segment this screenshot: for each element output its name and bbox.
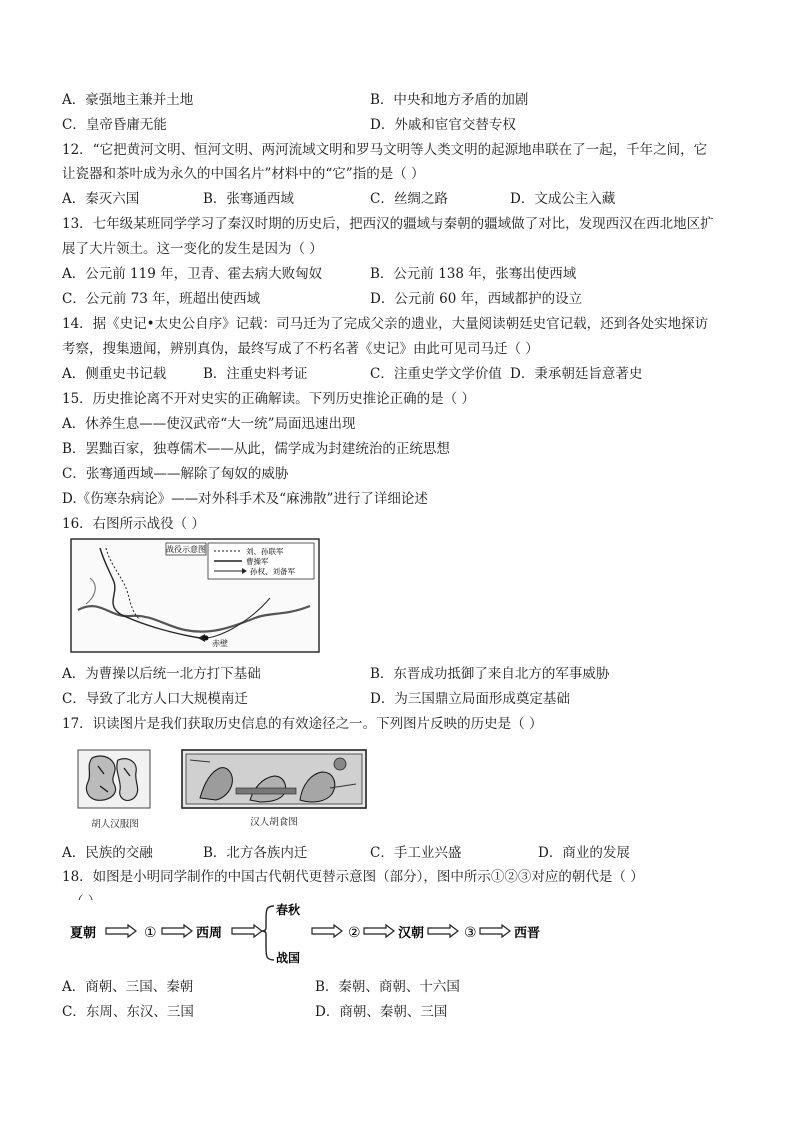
node-han: 汉朝 [398, 926, 425, 941]
q11-option-b: B．中央和地方矛盾的加剧 [370, 92, 529, 108]
node-1: ① [144, 925, 157, 941]
dynasty-flow-diagram [66, 900, 556, 966]
q16-option-d: D．为三国鼎立局面形成奠定基础 [370, 691, 570, 707]
q17-option-a: A．民族的交融 [62, 845, 153, 861]
q13-stem-line1: 13．七年级某班同学学习了秦汉时期的历史后，把西汉的疆域与秦朝的疆域做了对比，发现西汉在西北地区扩 [62, 216, 714, 232]
q12-stem-line2: 让瓷器和茶叶成为永久的中国名片”材料中的“它”指的是（ ） [62, 166, 425, 182]
q17-option-d: D．商业的发展 [538, 845, 630, 861]
caption-hu-in-han-clothing: 胡人汉服图 [91, 819, 139, 830]
q15-option-b: B．罢黜百家，独尊儒术——从此，儒学成为封建统治的正统思想 [62, 441, 450, 457]
q13-option-a: A．公元前 119 年，卫青、霍去病大败匈奴 [62, 266, 323, 282]
q12-option-d: D．文成公主入藏 [510, 191, 616, 207]
node-xia: 夏朝 [70, 926, 97, 941]
node-xizhou: 西周 [196, 926, 223, 941]
q18-option-c: C．东周、东汉、三国 [62, 1004, 194, 1020]
q11-option-d: D．外戚和宦官交替专权 [370, 117, 516, 133]
q17-option-c: C．手工业兴盛 [370, 845, 462, 861]
figure-drawing-1 [70, 746, 160, 812]
dynasty-flow-svg [66, 900, 556, 966]
q11-option-c: C．皇帝昏庸无能 [62, 117, 167, 133]
battle-map-svg [70, 538, 320, 653]
q18-option-b: B．秦朝、商朝、十六国 [315, 979, 460, 995]
node-chunqiu: 春秋 [276, 903, 301, 917]
legend-item-3: 孙权、刘备军 [250, 567, 295, 576]
q15-stem: 15．历史推论离不开对史实的正确解读。下列历史推论正确的是（ ） [62, 391, 475, 407]
q13-option-c: C．公元前 73 年，班超出使西域 [62, 291, 261, 307]
q14-option-c: C．注重史学文学价值 [370, 366, 502, 382]
q14-option-b: B．注重史料考证 [203, 366, 308, 382]
legend-item-1: 刘、孙联军 [246, 547, 284, 556]
q12-option-c: C．丝绸之路 [370, 191, 448, 207]
branch-brace [262, 906, 274, 960]
q14-option-a: A．侧重史书记载 [62, 366, 167, 382]
node-3: ③ [464, 925, 477, 941]
q13-option-b: B．公元前 138 年，张骞出使西域 [370, 266, 577, 282]
q16-stem: 16．右图所示战役（ ） [62, 516, 205, 532]
q18-option-a: A．商朝、三国、秦朝 [62, 979, 194, 995]
q15-option-a: A．休养生息——使汉武帝“大一统”局面迅速出现 [62, 416, 356, 432]
q15-option-d: D.《伤寒杂病论》——对外科手术及“麻沸散”进行了详细论述 [62, 491, 428, 507]
q14-stem-line2: 考察，搜集遗闻，辨别真伪，最终写成了不朽名著《史记》由此可见司马迁（ ） [62, 341, 539, 357]
q16-option-c: C．导致了北方人口大规模南迁 [62, 691, 248, 707]
battle-map [70, 538, 320, 653]
q18-stem-line1: 18．如图是小明同学制作的中国古代朝代更替示意图（部分），图中所示①②③对应的朝代是（ ） [62, 869, 644, 885]
q11-option-a: A．豪强地主兼并土地 [62, 92, 194, 108]
hu-in-han-clothing-image [70, 746, 160, 830]
map-title: 战役示意图 [166, 545, 206, 554]
q18-option-d: D．商朝、秦朝、三国 [315, 1004, 448, 1020]
place-chibi: 赤壁 [212, 639, 228, 648]
q17-option-b: B．北方各族内迁 [203, 845, 308, 861]
q13-option-d: D．公元前 60 年，西域都护的设立 [370, 291, 583, 307]
node-xijin: 西晋 [514, 926, 541, 941]
q12-stem-line1: 12．“它把黄河文明、恒河文明、两河流域文明和罗马文明等人类文明的起源地串联在了一起，千年之间，它 [62, 142, 708, 158]
figure-drawing-2 [180, 748, 368, 810]
han-eating-hu-food-image [180, 748, 368, 832]
q15-option-c: C．张骞通西域——解除了匈奴的威胁 [62, 466, 289, 482]
q16-option-b: B．东晋成功抵御了来自北方的军事威胁 [370, 666, 610, 682]
q13-stem-line2: 展了大片领土。这一变化的发生是因为（ ） [62, 241, 323, 257]
legend-item-2: 曹操军 [246, 557, 269, 566]
q17-stem: 17．识读图片是我们获取历史信息的有效途径之一。下列图片反映的历史是（ ） [62, 716, 543, 732]
q12-option-b: B．张骞通西域 [203, 191, 294, 207]
node-zhanguo: 战国 [276, 951, 301, 965]
q14-stem-line1: 14．据《史记•太史公自序》记载：司马迁为了完成父亲的遗业，大量阅读朝廷史官记载，还到各处实地探访 [62, 316, 709, 332]
q14-option-d: D．秉承朝廷旨意著史 [510, 366, 643, 382]
caption-han-eating-hu-food: 汉人胡食图 [250, 817, 298, 828]
node-2: ② [348, 925, 361, 941]
q12-option-a: A．秦灭六国 [62, 191, 140, 207]
q16-option-a: A．为曹操以后统一北方打下基础 [62, 666, 261, 682]
